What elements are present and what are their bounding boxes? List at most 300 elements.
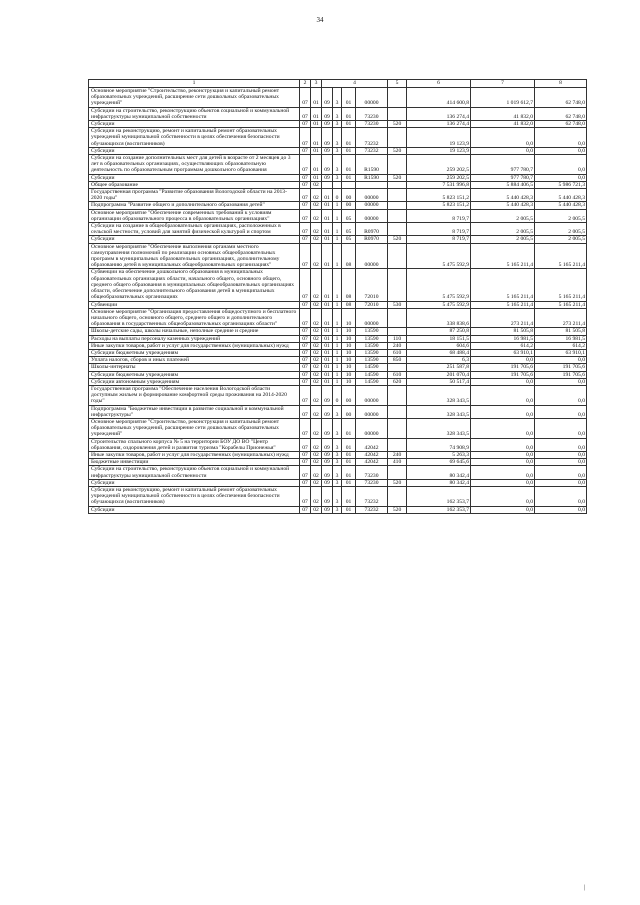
row-name-cell: Субсидии bbox=[89, 174, 300, 181]
amount-col7-cell: 81 505,8 bbox=[471, 328, 535, 335]
amount-col6-cell: 251 587,8 bbox=[407, 364, 471, 371]
table-row bbox=[89, 88, 587, 108]
code-program-cell: 01 bbox=[322, 202, 333, 209]
expense-type-cell bbox=[388, 364, 407, 371]
code-subsection-cell: 01 bbox=[311, 155, 322, 175]
code-direction-cell: 00000 bbox=[356, 405, 388, 418]
code-event-cell: 08 bbox=[342, 301, 356, 308]
amount-col8-cell: 5 440 428,3 bbox=[535, 189, 587, 202]
code-direction-cell: 72010 bbox=[356, 301, 388, 308]
expense-type-cell: 520 bbox=[388, 147, 407, 154]
code-program-cell: 01 bbox=[322, 357, 333, 364]
code-section-cell: 07 bbox=[300, 486, 311, 506]
row-name-cell: Бюджетные инвестиции bbox=[89, 459, 300, 466]
code-direction-cell: 00000 bbox=[356, 243, 388, 269]
amount-col6-cell: 5 823 151,2 bbox=[407, 202, 471, 209]
code-subsection-cell: 02 bbox=[311, 269, 322, 301]
code-direction-cell: 73232 bbox=[356, 506, 388, 513]
code-subsection-cell: 02 bbox=[311, 349, 322, 356]
code-subsection-cell: 02 bbox=[311, 209, 322, 222]
code-section-cell: 07 bbox=[300, 385, 311, 405]
row-name-cell: Субсидии бюджетным учреждениям bbox=[89, 371, 300, 378]
amount-col6-cell: 162 353,7 bbox=[407, 486, 471, 506]
amount-col6-cell: 74 908,9 bbox=[407, 438, 471, 451]
expense-type-cell: 520 bbox=[388, 506, 407, 513]
table-row bbox=[89, 128, 587, 148]
code-subsection-cell: 02 bbox=[311, 385, 322, 405]
code-direction-cell: 73232 bbox=[356, 128, 388, 148]
code-direction-cell: R0970 bbox=[356, 236, 388, 243]
code-direction-cell: 00000 bbox=[356, 209, 388, 222]
row-name-cell: Субсидии на создание в общеобразовательных организациях, расположенных в сельской местности, условий для занятий физической культурой и спортом bbox=[89, 223, 300, 236]
code-direction-cell: 14590 bbox=[356, 378, 388, 385]
table-row bbox=[89, 209, 587, 222]
expense-type-cell bbox=[388, 243, 407, 269]
code-subsection-cell: 02 bbox=[311, 335, 322, 342]
expense-type-cell: 520 bbox=[388, 479, 407, 486]
row-name-cell: Общее образование bbox=[89, 181, 300, 188]
amount-col8-cell: 2 005,5 bbox=[535, 236, 587, 243]
code-subsection-cell: 02 bbox=[311, 418, 322, 438]
code-program-cell: 09 bbox=[322, 466, 333, 479]
row-name-cell: Иные закупки товаров, работ и услуг для государственных (муниципальных) нужд bbox=[89, 451, 300, 458]
code-program-cell: 01 bbox=[322, 223, 333, 236]
row-name-cell: Основное мероприятие "Организация предоставления общедоступного и бесплатного начального общего, основного общего, среднего общего и дополнительного образования в государственных общеобразовательных организациях области" bbox=[89, 308, 300, 328]
table-row bbox=[89, 301, 587, 308]
code-program-cell: 01 bbox=[322, 308, 333, 328]
expense-type-cell: 520 bbox=[388, 121, 407, 128]
code-subprogram-cell: 3 bbox=[333, 121, 342, 128]
header-cell: 6 bbox=[407, 80, 471, 88]
row-name-cell: Субсидии bbox=[89, 121, 300, 128]
amount-col8-cell: 273 211,4 bbox=[535, 308, 587, 328]
row-name-cell: Уплата налогов, сборов и иных платежей bbox=[89, 357, 300, 364]
expense-type-cell bbox=[388, 209, 407, 222]
amount-col6-cell: 8 719,7 bbox=[407, 236, 471, 243]
expense-type-cell: 620 bbox=[388, 378, 407, 385]
code-section-cell: 07 bbox=[300, 223, 311, 236]
code-event-cell: 05 bbox=[342, 223, 356, 236]
table-row bbox=[89, 405, 587, 418]
code-program-cell: 01 bbox=[322, 269, 333, 301]
code-subsection-cell: 02 bbox=[311, 451, 322, 458]
amount-col8-cell: 614,2 bbox=[535, 342, 587, 349]
code-event-cell: 00 bbox=[342, 189, 356, 202]
amount-col8-cell: 63 910,1 bbox=[535, 349, 587, 356]
row-name-cell: Государственная программа "Развитие образования Вологодской области на 2013-2020 годы" bbox=[89, 189, 300, 202]
code-event-cell: 10 bbox=[342, 308, 356, 328]
amount-col7-cell: 0,0 bbox=[471, 506, 535, 513]
edge-mark: | bbox=[583, 885, 585, 891]
table-row bbox=[89, 147, 587, 154]
code-event-cell: 10 bbox=[342, 357, 356, 364]
code-subprogram-cell: 3 bbox=[333, 174, 342, 181]
table-row bbox=[89, 269, 587, 301]
code-subprogram-cell: 1 bbox=[333, 202, 342, 209]
expense-type-cell bbox=[388, 308, 407, 328]
code-event-cell: 01 bbox=[342, 506, 356, 513]
code-section-cell: 07 bbox=[300, 466, 311, 479]
code-program-cell bbox=[322, 181, 333, 188]
code-program-cell: 01 bbox=[322, 189, 333, 202]
code-section-cell: 07 bbox=[300, 236, 311, 243]
amount-col7-cell: 0,0 bbox=[471, 357, 535, 364]
code-event-cell: 10 bbox=[342, 371, 356, 378]
code-subsection-cell: 02 bbox=[311, 236, 322, 243]
expense-type-cell: 610 bbox=[388, 349, 407, 356]
code-subprogram-cell: 1 bbox=[333, 243, 342, 269]
row-name-cell: Подпрограмма "Развитие общего и дополнительного образования детей" bbox=[89, 202, 300, 209]
code-program-cell: 09 bbox=[322, 459, 333, 466]
code-event-cell: 10 bbox=[342, 342, 356, 349]
code-direction-cell: 13590 bbox=[356, 335, 388, 342]
code-program-cell: 09 bbox=[322, 174, 333, 181]
code-subprogram-cell: 3 bbox=[333, 107, 342, 120]
code-direction-cell: 73230 bbox=[356, 107, 388, 120]
code-program-cell: 01 bbox=[322, 342, 333, 349]
code-program-cell: 09 bbox=[322, 438, 333, 451]
code-event-cell: 01 bbox=[342, 107, 356, 120]
code-subsection-cell: 02 bbox=[311, 301, 322, 308]
amount-col7-cell: 0,0 bbox=[471, 438, 535, 451]
row-name-cell: Субсидии на строительство, реконструкцию объектов социальной и коммунальной инфраструктуры муниципальной собственности bbox=[89, 466, 300, 479]
expense-type-cell: 610 bbox=[388, 371, 407, 378]
code-direction-cell: 13590 bbox=[356, 349, 388, 356]
code-program-cell: 09 bbox=[322, 147, 333, 154]
amount-col6-cell: 7 531 996,8 bbox=[407, 181, 471, 188]
budget-table bbox=[88, 79, 587, 514]
code-event-cell: 01 bbox=[342, 174, 356, 181]
code-event-cell: 01 bbox=[342, 155, 356, 175]
amount-col7-cell: 0,0 bbox=[471, 479, 535, 486]
amount-col7-cell: 5 440 428,3 bbox=[471, 202, 535, 209]
amount-col7-cell: 191 705,6 bbox=[471, 364, 535, 371]
amount-col7-cell: 614,2 bbox=[471, 342, 535, 349]
code-section-cell: 07 bbox=[300, 328, 311, 335]
amount-col8-cell: 81 505,8 bbox=[535, 328, 587, 335]
code-section-cell: 07 bbox=[300, 269, 311, 301]
code-subprogram-cell: 3 bbox=[333, 479, 342, 486]
table-row bbox=[89, 486, 587, 506]
code-program-cell: 09 bbox=[322, 128, 333, 148]
amount-col8-cell: 0,0 bbox=[535, 506, 587, 513]
header-cell: 5 bbox=[388, 80, 407, 88]
code-subsection-cell: 02 bbox=[311, 357, 322, 364]
amount-col6-cell: 80 342,4 bbox=[407, 466, 471, 479]
header-cell: 7 bbox=[471, 80, 535, 88]
amount-col7-cell: 2 005,5 bbox=[471, 223, 535, 236]
row-name-cell: Субсидии bbox=[89, 236, 300, 243]
amount-col6-cell: 80 342,4 bbox=[407, 479, 471, 486]
amount-col7-cell: 5 165 211,4 bbox=[471, 269, 535, 301]
code-subsection-cell: 02 bbox=[311, 328, 322, 335]
amount-col8-cell: 2 005,5 bbox=[535, 209, 587, 222]
amount-col6-cell: 328 343,5 bbox=[407, 418, 471, 438]
amount-col8-cell: 191 705,6 bbox=[535, 364, 587, 371]
code-subprogram-cell: 3 bbox=[333, 451, 342, 458]
table-row bbox=[89, 342, 587, 349]
code-event-cell: 10 bbox=[342, 349, 356, 356]
amount-col7-cell: 5 165 211,4 bbox=[471, 301, 535, 308]
code-event-cell: 01 bbox=[342, 128, 356, 148]
code-program-cell: 01 bbox=[322, 243, 333, 269]
amount-col6-cell: 50 517,4 bbox=[407, 378, 471, 385]
column-number-row bbox=[89, 80, 587, 88]
amount-col7-cell: 0,0 bbox=[471, 405, 535, 418]
table-row bbox=[89, 349, 587, 356]
code-subprogram-cell: 3 bbox=[333, 466, 342, 479]
code-subsection-cell: 02 bbox=[311, 378, 322, 385]
amount-col8-cell: 0,0 bbox=[535, 378, 587, 385]
code-direction-cell: 42042 bbox=[356, 459, 388, 466]
code-event-cell: 01 bbox=[342, 438, 356, 451]
amount-col6-cell: 328 343,5 bbox=[407, 385, 471, 405]
amount-col7-cell: 41 832,0 bbox=[471, 121, 535, 128]
code-subprogram-cell: 1 bbox=[333, 335, 342, 342]
code-program-cell: 09 bbox=[322, 155, 333, 175]
code-event-cell: 01 bbox=[342, 451, 356, 458]
amount-col7-cell: 2 005,5 bbox=[471, 236, 535, 243]
code-subsection-cell: 01 bbox=[311, 88, 322, 108]
page-number: 34 bbox=[316, 16, 324, 24]
code-subprogram-cell: 1 bbox=[333, 328, 342, 335]
code-direction-cell: 73230 bbox=[356, 479, 388, 486]
table-row bbox=[89, 418, 587, 438]
table-row bbox=[89, 364, 587, 371]
code-section-cell: 07 bbox=[300, 418, 311, 438]
code-event-cell: 08 bbox=[342, 243, 356, 269]
amount-col6-cell: 19 123,9 bbox=[407, 128, 471, 148]
code-subsection-cell: 02 bbox=[311, 342, 322, 349]
header-cell: 2 bbox=[300, 80, 311, 88]
amount-col6-cell: 68 488,4 bbox=[407, 349, 471, 356]
code-subsection-cell: 02 bbox=[311, 486, 322, 506]
table-row bbox=[89, 479, 587, 486]
code-event-cell: 01 bbox=[342, 147, 356, 154]
code-section-cell: 07 bbox=[300, 459, 311, 466]
amount-col6-cell: 5 263,3 bbox=[407, 451, 471, 458]
amount-col6-cell: 87 250,8 bbox=[407, 328, 471, 335]
code-subprogram-cell: 3 bbox=[333, 459, 342, 466]
code-program-cell: 09 bbox=[322, 88, 333, 108]
expense-type-cell bbox=[388, 486, 407, 506]
code-subprogram-cell: 3 bbox=[333, 128, 342, 148]
row-name-cell: Субсидии на реконструкцию, ремонт и капитальный ремонт образовательных учреждений муниципальной собственности в целях обеспечения безопасности обучающихся (воспитанников) bbox=[89, 486, 300, 506]
table-row bbox=[89, 223, 587, 236]
amount-col8-cell: 16 981,5 bbox=[535, 335, 587, 342]
expense-type-cell bbox=[388, 223, 407, 236]
code-subprogram-cell: 1 bbox=[333, 209, 342, 222]
code-section-cell: 07 bbox=[300, 451, 311, 458]
code-direction-cell: R1590 bbox=[356, 174, 388, 181]
code-section-cell: 07 bbox=[300, 479, 311, 486]
code-section-cell: 07 bbox=[300, 209, 311, 222]
code-event-cell: 10 bbox=[342, 378, 356, 385]
row-name-cell: Субсидии bbox=[89, 147, 300, 154]
amount-col6-cell: 8 719,7 bbox=[407, 223, 471, 236]
table-row bbox=[89, 236, 587, 243]
code-subsection-cell: 02 bbox=[311, 181, 322, 188]
expense-type-cell bbox=[388, 438, 407, 451]
row-name-cell: Субсидии на создание дополнительных мест для детей в возрасте от 2 месяцев до 3 лет в образовательных организациях, осуществляющих образовательную деятельность по образовательным программам дошкольного образования bbox=[89, 155, 300, 175]
table-row bbox=[89, 357, 587, 364]
code-section-cell: 07 bbox=[300, 364, 311, 371]
code-subsection-cell: 01 bbox=[311, 147, 322, 154]
code-subsection-cell: 02 bbox=[311, 189, 322, 202]
row-name-cell: Субвенции bbox=[89, 301, 300, 308]
code-section-cell: 07 bbox=[300, 371, 311, 378]
code-section-cell: 07 bbox=[300, 202, 311, 209]
code-section-cell: 07 bbox=[300, 378, 311, 385]
amount-col6-cell: 19 123,9 bbox=[407, 147, 471, 154]
amount-col8-cell: 0,0 bbox=[535, 466, 587, 479]
code-direction-cell: 73230 bbox=[356, 121, 388, 128]
expense-type-cell bbox=[388, 466, 407, 479]
code-section-cell: 07 bbox=[300, 155, 311, 175]
code-direction-cell: 73232 bbox=[356, 486, 388, 506]
code-subsection-cell: 02 bbox=[311, 506, 322, 513]
table-row bbox=[89, 385, 587, 405]
expense-type-cell bbox=[388, 328, 407, 335]
table-row bbox=[89, 451, 587, 458]
row-name-cell: Основное мероприятие "Обеспечение выполнения органами местного самоуправления полномочий по реализации основных общеобразовательных программ в муниципальных образовательных организациях, дополнительному образованию детей в муниципальных общеобразовательных организациях" bbox=[89, 243, 300, 269]
expense-type-cell bbox=[388, 88, 407, 108]
expense-type-cell: 410 bbox=[388, 459, 407, 466]
code-program-cell: 01 bbox=[322, 335, 333, 342]
code-direction-cell: 13590 bbox=[356, 357, 388, 364]
amount-col8-cell: 0,0 bbox=[535, 479, 587, 486]
amount-col7-cell: 5 165 211,4 bbox=[471, 243, 535, 269]
code-direction-cell: 13590 bbox=[356, 328, 388, 335]
code-section-cell: 07 bbox=[300, 357, 311, 364]
code-event-cell bbox=[342, 181, 356, 188]
amount-col7-cell: 977 780,7 bbox=[471, 174, 535, 181]
table-row bbox=[89, 174, 587, 181]
code-program-cell: 09 bbox=[322, 405, 333, 418]
code-section-cell: 07 bbox=[300, 147, 311, 154]
table-row bbox=[89, 155, 587, 175]
code-event-cell: 01 bbox=[342, 418, 356, 438]
code-program-cell: 09 bbox=[322, 107, 333, 120]
row-name-cell: Субсидии bbox=[89, 479, 300, 486]
code-event-cell: 01 bbox=[342, 466, 356, 479]
amount-col8-cell: 62 748,0 bbox=[535, 107, 587, 120]
table-row bbox=[89, 459, 587, 466]
code-subprogram-cell: 1 bbox=[333, 269, 342, 301]
amount-col6-cell: 328 343,5 bbox=[407, 405, 471, 418]
code-event-cell: 01 bbox=[342, 486, 356, 506]
code-event-cell: 10 bbox=[342, 335, 356, 342]
expense-type-cell bbox=[388, 128, 407, 148]
code-subsection-cell: 02 bbox=[311, 466, 322, 479]
code-direction-cell: 42042 bbox=[356, 451, 388, 458]
code-subprogram-cell: 1 bbox=[333, 223, 342, 236]
expense-type-cell: 530 bbox=[388, 301, 407, 308]
row-name-cell: Основное мероприятие "Строительство, реконструкция и капитальный ремонт образовательных учреждений, расширение сети дошкольных образовательных учреждений" bbox=[89, 88, 300, 108]
code-subprogram-cell bbox=[333, 181, 342, 188]
amount-col7-cell: 0,0 bbox=[471, 486, 535, 506]
code-section-cell: 07 bbox=[300, 506, 311, 513]
code-event-cell: 05 bbox=[342, 209, 356, 222]
amount-col6-cell: 162 353,7 bbox=[407, 506, 471, 513]
row-name-cell: Расходы на выплаты персоналу казенных учреждений bbox=[89, 335, 300, 342]
code-program-cell: 09 bbox=[322, 121, 333, 128]
code-direction-cell bbox=[356, 181, 388, 188]
table-row bbox=[89, 335, 587, 342]
table-row bbox=[89, 308, 587, 328]
code-subsection-cell: 01 bbox=[311, 107, 322, 120]
amount-col8-cell: 5 165 211,4 bbox=[535, 301, 587, 308]
code-subsection-cell: 02 bbox=[311, 459, 322, 466]
amount-col6-cell: 5 475 592,9 bbox=[407, 243, 471, 269]
amount-col8-cell: 191 705,6 bbox=[535, 371, 587, 378]
amount-col6-cell: 201 070,4 bbox=[407, 371, 471, 378]
header-cell: 3 bbox=[311, 80, 322, 88]
amount-col6-cell: 5 475 592,9 bbox=[407, 269, 471, 301]
code-section-cell: 07 bbox=[300, 342, 311, 349]
code-subprogram-cell: 1 bbox=[333, 308, 342, 328]
table-row bbox=[89, 506, 587, 513]
code-subprogram-cell: 3 bbox=[333, 405, 342, 418]
code-program-cell: 01 bbox=[322, 364, 333, 371]
code-event-cell: 00 bbox=[342, 405, 356, 418]
table-row bbox=[89, 378, 587, 385]
code-section-cell: 07 bbox=[300, 405, 311, 418]
code-event-cell: 00 bbox=[342, 385, 356, 405]
code-direction-cell: R1590 bbox=[356, 155, 388, 175]
code-subsection-cell: 02 bbox=[311, 223, 322, 236]
table-body bbox=[89, 88, 587, 514]
code-direction-cell: 00000 bbox=[356, 308, 388, 328]
amount-col6-cell: 259 202,5 bbox=[407, 155, 471, 175]
code-subsection-cell: 02 bbox=[311, 371, 322, 378]
code-section-cell: 07 bbox=[300, 189, 311, 202]
code-subsection-cell: 02 bbox=[311, 479, 322, 486]
row-name-cell: Иные закупки товаров, работ и услуг для государственных (муниципальных) нужд bbox=[89, 342, 300, 349]
amount-col8-cell: 0,0 bbox=[535, 405, 587, 418]
code-subprogram-cell: 1 bbox=[333, 349, 342, 356]
code-section-cell: 07 bbox=[300, 121, 311, 128]
code-event-cell: 10 bbox=[342, 328, 356, 335]
code-section-cell: 07 bbox=[300, 438, 311, 451]
amount-col6-cell: 69 645,6 bbox=[407, 459, 471, 466]
code-subprogram-cell: 3 bbox=[333, 506, 342, 513]
code-subsection-cell: 02 bbox=[311, 364, 322, 371]
table-row bbox=[89, 202, 587, 209]
expense-type-cell: 520 bbox=[388, 236, 407, 243]
code-direction-cell: 14590 bbox=[356, 371, 388, 378]
code-subprogram-cell: 1 bbox=[333, 342, 342, 349]
code-event-cell: 10 bbox=[342, 364, 356, 371]
amount-col8-cell: 0,0 bbox=[535, 357, 587, 364]
table-row bbox=[89, 466, 587, 479]
amount-col7-cell: 63 910,1 bbox=[471, 349, 535, 356]
expense-type-cell: 240 bbox=[388, 451, 407, 458]
amount-col7-cell: 191 705,6 bbox=[471, 371, 535, 378]
code-program-cell: 01 bbox=[322, 209, 333, 222]
code-program-cell: 09 bbox=[322, 385, 333, 405]
code-subprogram-cell: 1 bbox=[333, 364, 342, 371]
amount-col7-cell: 0,0 bbox=[471, 147, 535, 154]
code-subprogram-cell: 1 bbox=[333, 236, 342, 243]
code-subsection-cell: 02 bbox=[311, 405, 322, 418]
code-direction-cell: 42042 bbox=[356, 438, 388, 451]
code-section-cell: 07 bbox=[300, 308, 311, 328]
row-name-cell: Субсидии на реконструкцию, ремонт и капитальный ремонт образовательных учреждений муниципальной собственности в целях обеспечения безопасности обучающихся (воспитанников) bbox=[89, 128, 300, 148]
code-subprogram-cell: 3 bbox=[333, 88, 342, 108]
code-program-cell: 01 bbox=[322, 349, 333, 356]
code-section-cell: 07 bbox=[300, 335, 311, 342]
